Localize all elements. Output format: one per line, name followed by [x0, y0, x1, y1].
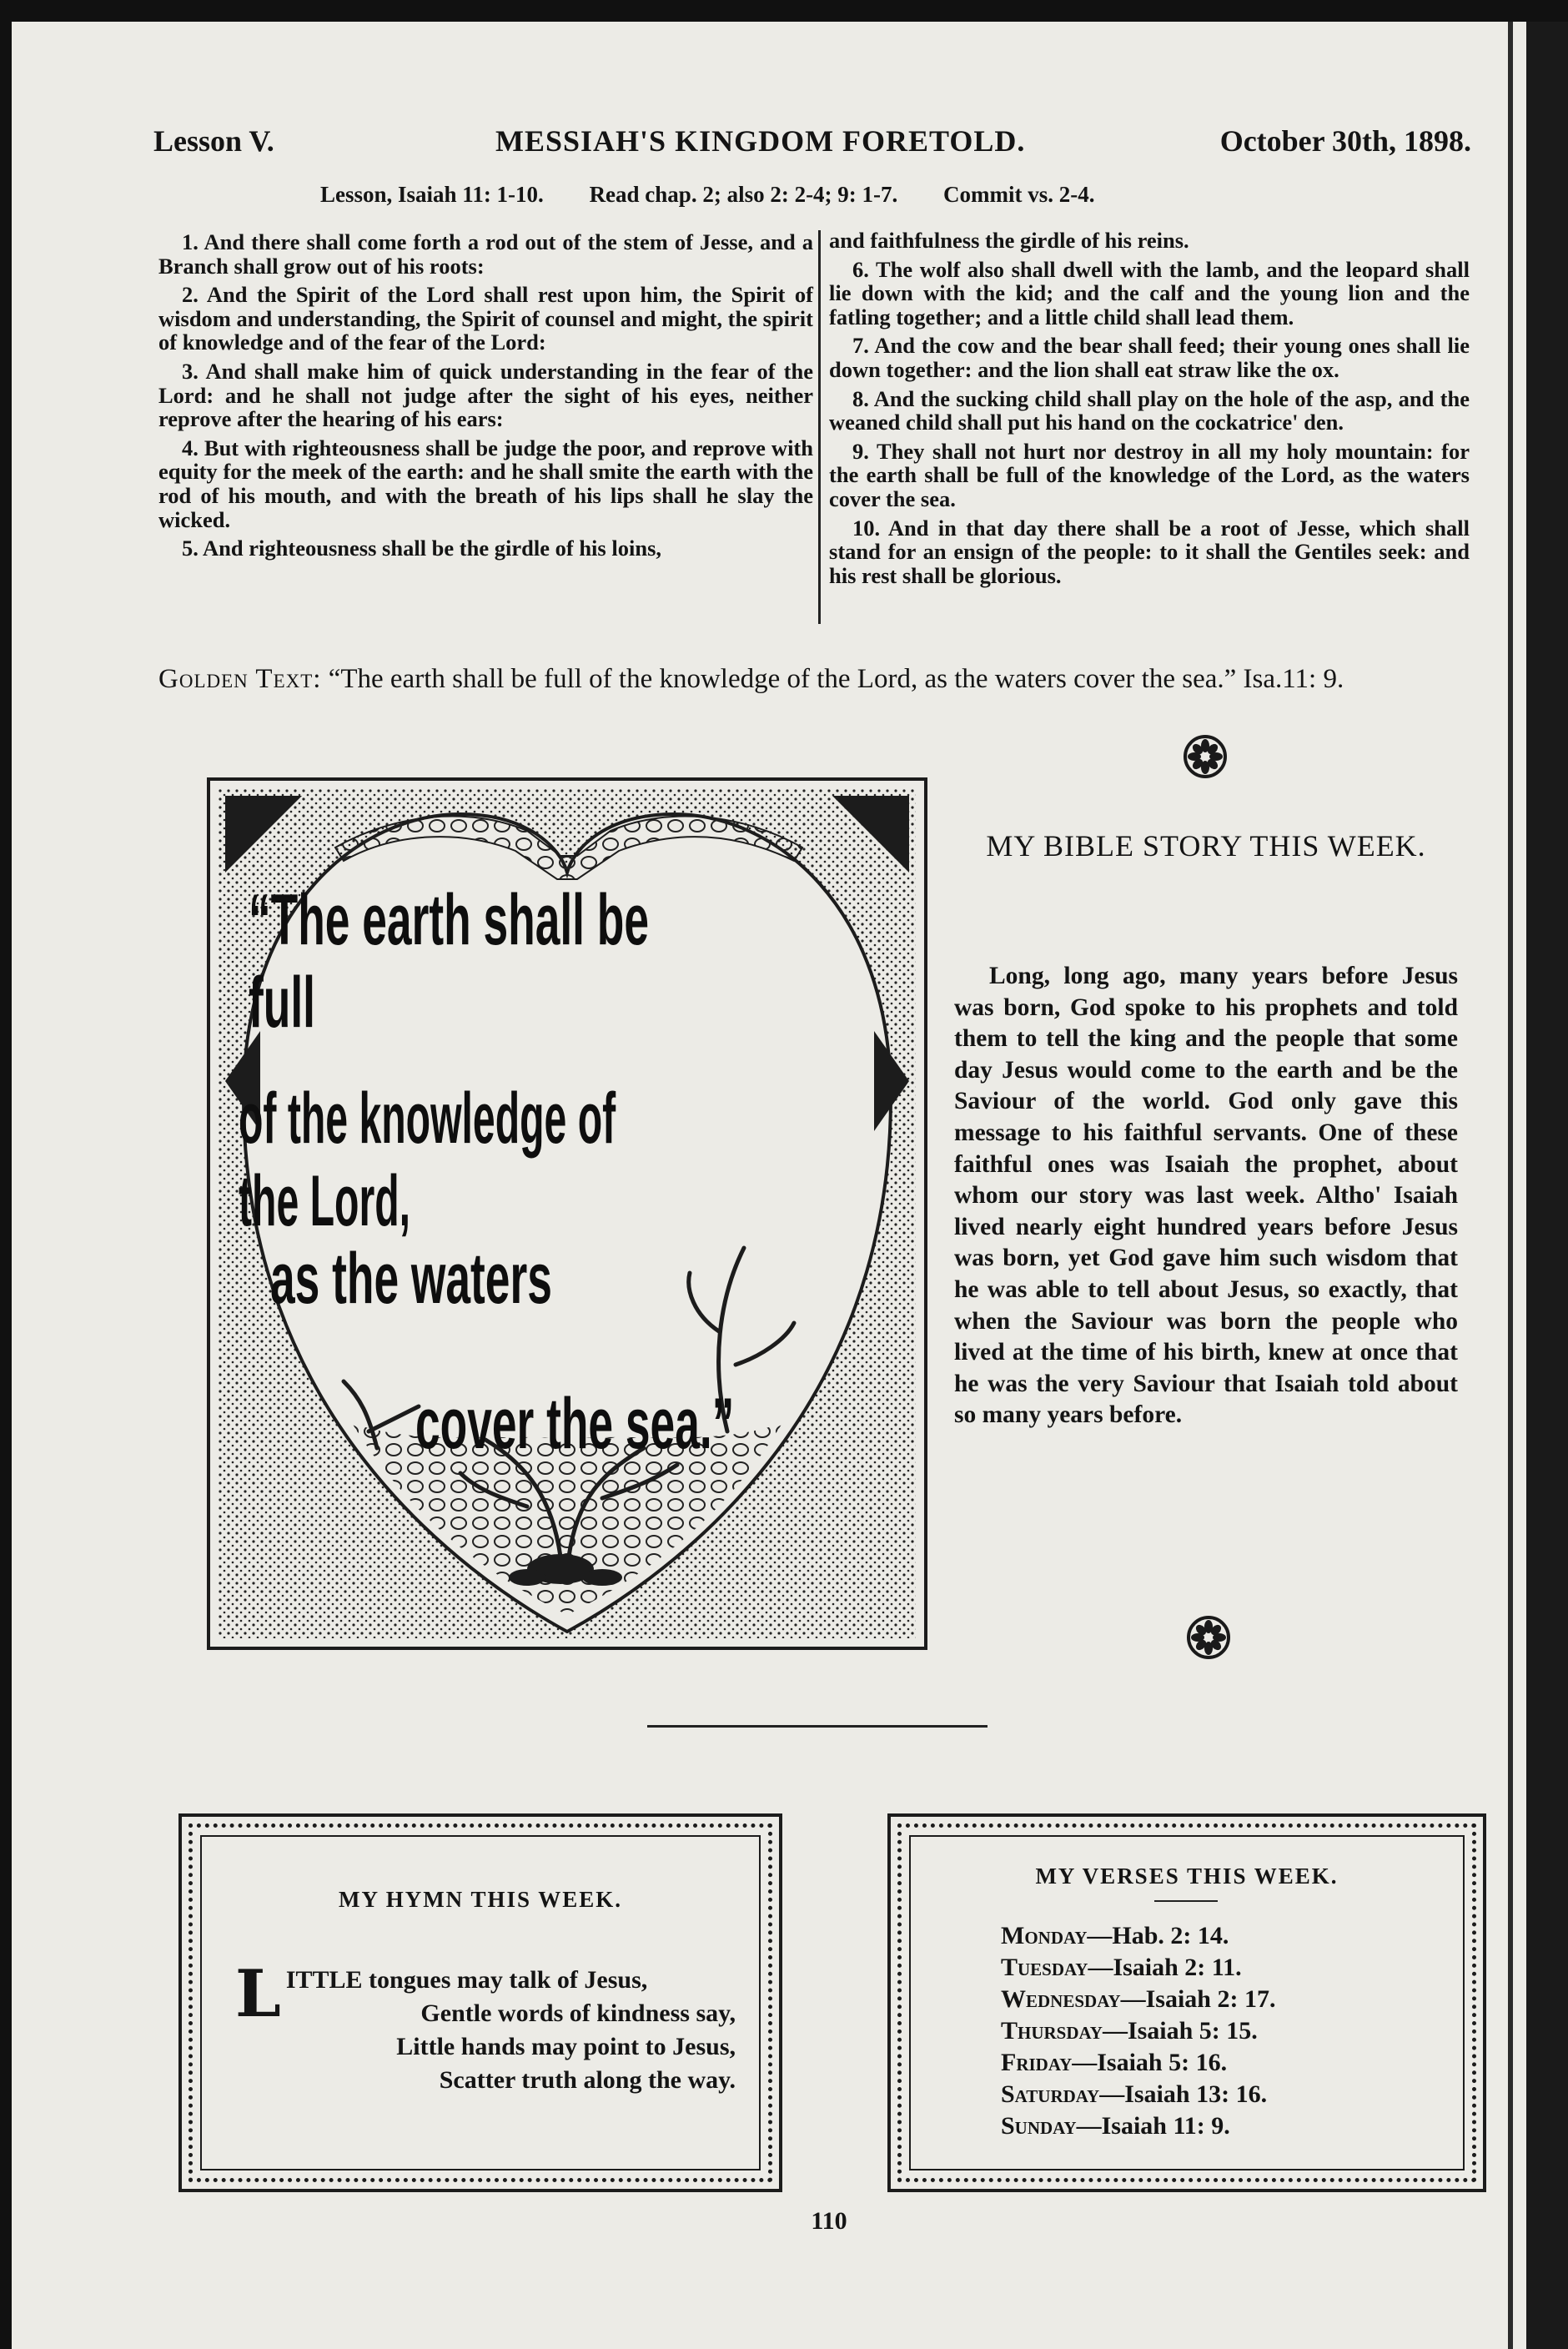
verse-day: Monday [1001, 1922, 1088, 1949]
golden-text-quote: “The earth shall be full of the knowledge of the Lord, as the waters cover the sea.” Isa.11: 9. [328, 664, 1344, 694]
section-separator [647, 1725, 988, 1728]
verse: 10. And in that day there shall be a root of Jesse, which shall stand for an ensign of the people: to it shall the Gentiles seek: and his rest shall be glorious. [829, 515, 1470, 588]
lesson-references [320, 182, 1321, 208]
verse-day: Saturday [1001, 2080, 1100, 2108]
verse: 4. But with righteousness shall be judge the poor, and reprove with equity for the meek of the earth: and he shall smite the earth with the rod of his mouth, and with the breath of his lips shall he slay the wicked. [158, 435, 813, 532]
verse-item: Tuesday—Isaiah 2: 11. [1001, 1954, 1242, 1981]
commit-ref: Commit vs. 2-4. [943, 182, 1095, 207]
verse-item: Sunday—Isaiah 11: 9. [1001, 2112, 1230, 2140]
hymn-title: MY HYMN THIS WEEK. [338, 1887, 623, 1912]
verse-item: Monday—Hab. 2: 14. [1001, 1922, 1229, 1949]
verse-day: Wednesday [1001, 1985, 1121, 2013]
story-title: MY BIBLE STORY THIS WEEK. [986, 829, 1426, 863]
verse-item: Saturday—Isaiah 13: 16. [1001, 2080, 1268, 2108]
verse-ref: Isaiah 2: 11. [1113, 1954, 1242, 1981]
golden-text-label: Golden Text: [158, 664, 322, 694]
motto-line-1: “The earth shall be full [249, 880, 650, 1043]
hymn-line-2: Gentle words of kindness say, [420, 1999, 736, 2027]
page-number: 110 [811, 2207, 847, 2235]
story-body [954, 961, 1458, 1431]
hymn-box [178, 1813, 782, 2192]
magazine-page [12, 22, 1526, 2349]
verse-day: Tuesday [1001, 1954, 1088, 1981]
verse: 9. They shall not hurt nor destroy in all my holy mountain: for the earth shall be full of the knowledge of the Lord, as the waters cover the sea. [829, 438, 1470, 511]
verse: 8. And the sucking child shall play on the hole of the asp, and the weaned child shall put his hand on the cockatrice' den. [829, 385, 1470, 435]
verse-item: Thursday—Isaiah 5: 15. [1001, 2017, 1258, 2045]
verse-day: Friday [1001, 2049, 1073, 2076]
verse-ref: Isaiah 5: 16. [1097, 2049, 1228, 2076]
scripture-left-column [158, 225, 813, 561]
motto-line-3: as the waters [270, 1239, 552, 1319]
verse-item: Friday—Isaiah 5: 16. [1001, 2049, 1228, 2076]
lesson-date: October 30th, 1898. [1219, 124, 1471, 158]
verse-ref: Isaiah 13: 16. [1124, 2080, 1268, 2108]
verse-item: Wednesday—Isaiah 2: 17. [1001, 1985, 1276, 2013]
drop-cap: L [235, 1956, 281, 2032]
verse-day: Sunday [1001, 2112, 1077, 2140]
illustration-frame [207, 777, 927, 1650]
verses-title: MY VERSES THIS WEEK. [1035, 1864, 1339, 1889]
scripture-right-column [829, 229, 1470, 587]
lesson-number: Lesson V. [153, 124, 274, 158]
motto-line-4: cover the sea.” [415, 1384, 735, 1464]
hymn-line-1: ITTLE tongues may talk of Jesus, [285, 1966, 648, 1994]
page-header [153, 123, 1471, 165]
rosette-ornament-icon [1183, 734, 1228, 779]
verse-list [1001, 1920, 1435, 2142]
story-paragraph: Long, long ago, many years before Jesus was born, God spoke to his prophets and told them to tell the king and the people that some day Jesus would come to the earth and be the Saviour of the world. God only gave this message to his faithful servants. One of these faithful ones was Isaiah the prophet, about whom our story was last week. Altho' Isaiah lived nearly eight hundred years before Jesus was born, yet God gave him such wisdom that he was able to tell about Jesus, so exactly, that when the Saviour was born the people who lived at the time of his birth, knew at once that he was the very Saviour that Isaiah told about so many years before. [954, 963, 1458, 1429]
page-shadow [1508, 22, 1513, 2349]
motto-line-2: of the knowledge of the Lord, [239, 1079, 616, 1241]
hymn-line-3: Little hands may point to Jesus, [396, 2033, 736, 2060]
verse-continuation: and faithfulness the girdle of his reins. [829, 228, 1189, 253]
verse: 5. And righteousness shall be the girdle of his loins, [182, 536, 662, 561]
title-rule [1154, 1900, 1218, 1902]
hymn-verse [235, 1956, 736, 2097]
verse-ref: Hab. 2: 14. [1112, 1922, 1229, 1949]
verse-day: Thursday [1001, 2017, 1103, 2045]
verse: 3. And shall make him of quick understanding in the fear of the Lord: and he shall not judge after the sight of his eyes, neither reprove after the hearing of his ears: [158, 358, 813, 432]
column-divider [818, 230, 821, 624]
golden-text [158, 661, 1470, 697]
read-ref: Read chap. 2; also 2: 2-4; 9: 1-7. [589, 182, 898, 207]
verse-ref: Isaiah 5: 15. [1127, 2017, 1258, 2045]
verse: 6. The wolf also shall dwell with the lamb, and the leopard shall lie down with the kid; and the calf and the young lion and the fatling together; and a little child shall lead them. [829, 256, 1470, 329]
verse-ref: Isaiah 2: 17. [1145, 1985, 1276, 2013]
verse-ref: Isaiah 11: 9. [1101, 2112, 1230, 2140]
verse: 1. And there shall come forth a rod out of the stem of Jesse, and a Branch shall grow out of his roots: [158, 229, 813, 279]
rosette-ornament-icon [1186, 1615, 1231, 1660]
hymn-line-4: Scatter truth along the way. [439, 2066, 736, 2094]
verses-box [887, 1813, 1486, 2192]
lesson-title: MESSIAH'S KINGDOM FORETOLD. [495, 124, 1026, 158]
verse: 2. And the Spirit of the Lord shall rest upon him, the Spirit of wisdom and understanding, the Spirit of counsel and might, the spirit of knowledge and of the fear of the Lord: [158, 282, 813, 355]
page-edge [1526, 22, 1568, 2349]
verse: 7. And the cow and the bear shall feed; their young ones shall lie down together: and the lion shall eat straw like the ox. [829, 333, 1470, 382]
lesson-ref: Lesson, Isaiah 11: 1-10. [320, 182, 544, 207]
